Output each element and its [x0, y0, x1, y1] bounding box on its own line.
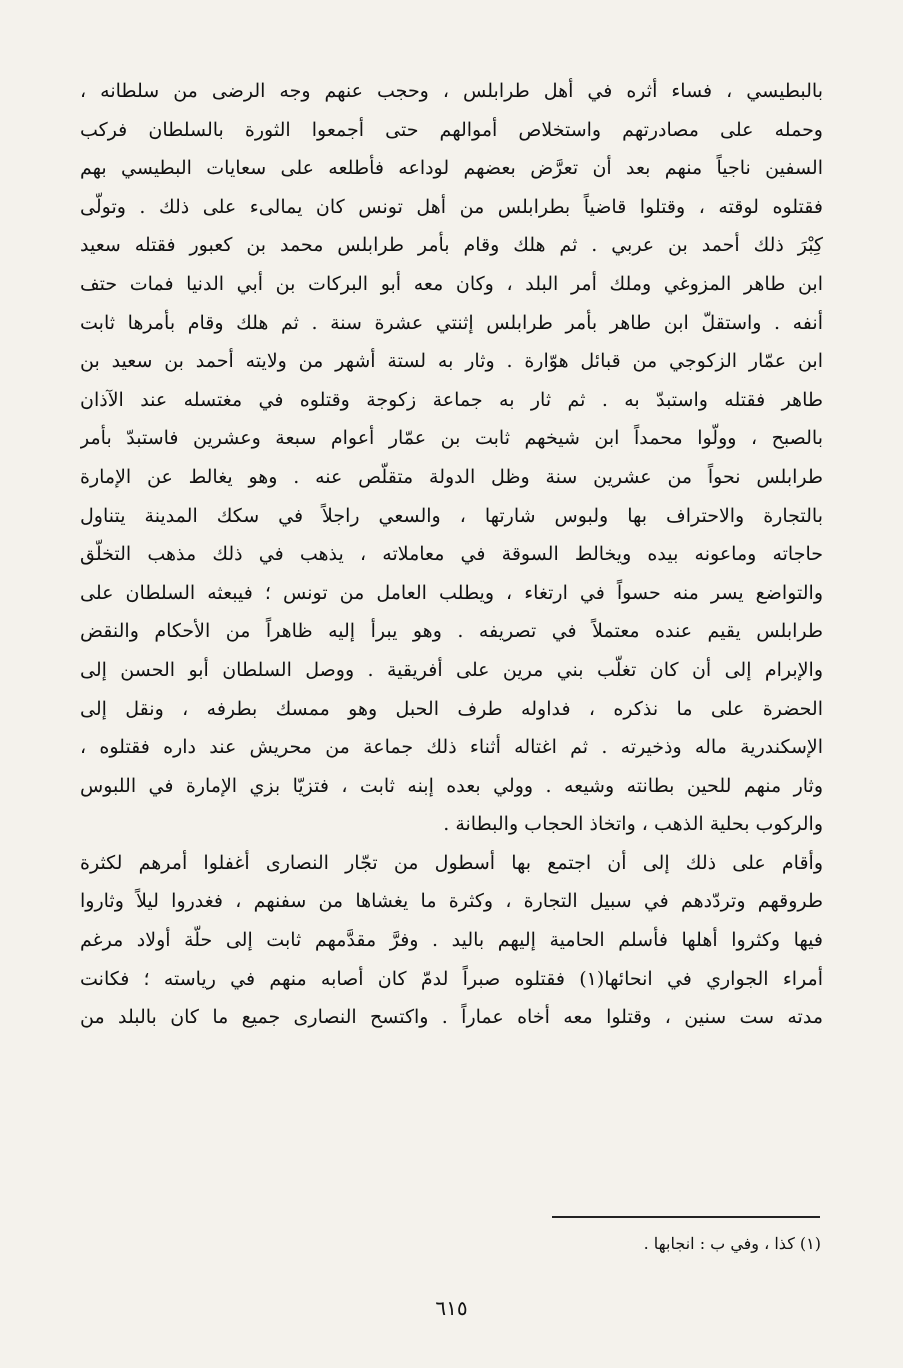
text-line: أنفه . واستقلّ ابن طاهر بأمر طرابلس إثنتي عشرة سنة . ثم هلك وقام بأمرها ثابت	[80, 311, 823, 334]
text-line: طاهر فقتله واستبدّ به . ثم ثار به جماعة زكوجة وقتلوه في مغتسله عند الآذان	[80, 388, 823, 411]
text-line: بالتجارة والاحتراف بها ولبوس شارتها ، والسعي راجلاً في سكك المدينة يتناول	[80, 504, 823, 527]
main-text	[80, 72, 823, 1037]
text-line: والإبرام إلى أن كان تغلّب بني مرين على أفريقية . ووصل السلطان أبو الحسن إلى	[80, 658, 823, 681]
text-line: طرابلس نحواً من عشرين سنة وظل الدولة متقلّص عنه . وهو يغالط عن الإمارة	[80, 465, 823, 488]
text-line: وثار منهم للحين بطانته وشيعه . وولي بعده إبنه ثابت ، فتزيّا بزي الإمارة في اللبوس	[80, 774, 823, 797]
page-number: ٦١٥	[435, 1296, 468, 1320]
text-line: بالصبح ، وولّوا محمداً ابن شيخهم ثابت بن عمّار أعوام سبعة وعشرين فاستبدّ بأمر	[80, 427, 823, 450]
text-line: ابن طاهر المزوغي وملك أمر البلد ، وكان معه أبو البركات بن أبي الدنيا فمات حتف	[80, 272, 823, 295]
text-line: أمراء الجواري في انحائها(١) فقتلوه صبراً لدمّ كان أصابه منهم في رياسته ؛ فكانت	[80, 967, 823, 990]
paragraph-end-line: والركوب بحلية الذهب ، واتخاذ الحجاب والبطانة .	[443, 813, 823, 836]
footnote-separator	[552, 1216, 820, 1218]
text-line: والتواضع يسر منه حسواً في ارتغاء ، ويطلب العامل من تونس ؛ فيبعثه السلطان على	[80, 581, 823, 604]
text-line: الحضرة على ما نذكره ، فداوله طرف الحبل وهو ممسك بطرفه ، ونقل إلى	[80, 697, 823, 720]
footnote: (١) كذا ، وفي ب : انجابها .	[643, 1234, 821, 1253]
text-line: طرابلس يقيم عنده معتملاً في تصريفه . وهو يبرأ إليه ظاهراً من الأحكام والنقض	[80, 620, 823, 643]
text-line: وحمله على مصادرتهم واستخلاص أموالهم حتى أجمعوا الثورة بالسلطان فركب	[80, 118, 823, 141]
text-line: الإسكندرية ماله وذخيرته . ثم اغتاله أثناء ذلك جماعة من محريش عند داره فقتلوه ،	[80, 736, 823, 759]
text-line: بالبطيسي ، فساء أثره في أهل طرابلس ، وحجب عنهم وجه الرضى من سلطانه ،	[80, 80, 823, 102]
text-line: حاجاته وماعونه بيده ويخالط السوقة في معاملاته ، يذهب في ذلك مذهب التخلّق	[80, 543, 823, 566]
text-line: فيها وكثروا أهلها فأسلم الحامية إليهم باليد . وفرَّ مقدَّمهم ثابت إلى حلّة أولاد مرغم	[80, 929, 823, 952]
text-line: مدته ست سنين ، وقتلوا معه أخاه عماراً . واكتسح النصارى جميع ما كان بالبلد من	[80, 1006, 823, 1029]
text-line: وأقام على ذلك إلى أن اجتمع بها أسطول من تجّار النصارى أغفلوا أمرهم لكثرة	[80, 851, 823, 874]
text-line: السفين ناجياً منهم بعد أن تعرَّض بعضهم لوداعه فأطلعه على سعايات البطيسي بهم	[80, 157, 823, 180]
text-line: كِبْرَ ذلك أحمد بن عربي . ثم هلك وقام بأمر طرابلس محمد بن كعبور فقتله سعيد	[80, 234, 823, 257]
text-line: فقتلوه لوقته ، وقتلوا قاضياً بطرابلس من أهل تونس كان يمالىء على ذلك . وتولّى	[80, 195, 823, 218]
text-line: ابن عمّار الزكوجي من قبائل هوّارة . وثار به لستة أشهر من ولايته أحمد بن سعيد بن	[80, 350, 823, 373]
text-line: طروقهم وتردّدهم في سبيل التجارة ، وكثرة ما يغشاها من سفنهم ، فغدروا ليلاً وثاروا	[80, 890, 823, 913]
